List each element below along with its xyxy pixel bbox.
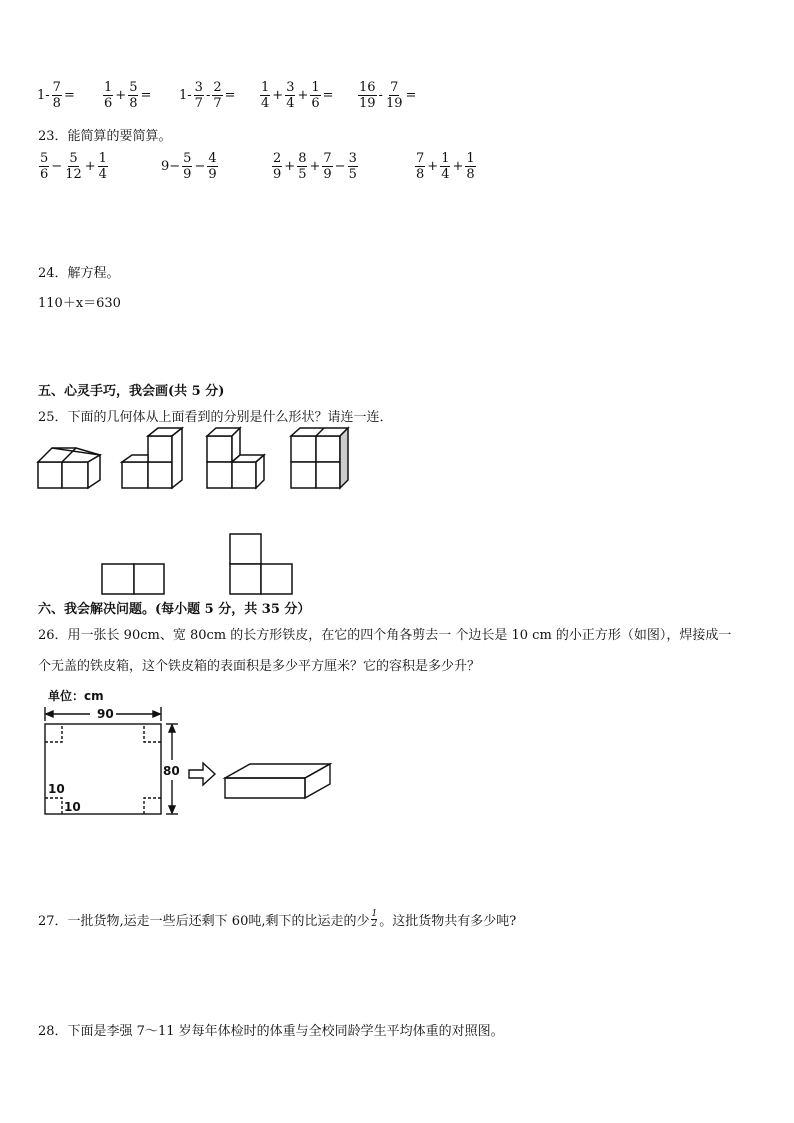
fraction-denominator: 6	[104, 96, 113, 111]
fraction-denominator: 2	[371, 919, 378, 929]
fraction-denominator: 4	[261, 96, 270, 111]
fraction-numerator: 7	[416, 151, 425, 166]
fraction-numerator: 7	[52, 80, 61, 95]
fraction-numerator: 5	[40, 151, 49, 166]
fraction-numerator: 1	[371, 909, 378, 919]
operator: 9−	[161, 159, 181, 174]
fraction-numerator: 1	[441, 151, 450, 166]
fraction-numerator: 3	[348, 151, 357, 166]
fraction-numerator: 5	[129, 80, 138, 95]
fraction-denominator: 4	[98, 167, 107, 182]
corner-size-b: 10	[64, 800, 81, 814]
fraction-denominator: 7	[213, 96, 222, 111]
fraction-numerator: 1	[466, 151, 475, 166]
fraction-numerator: 2	[273, 151, 282, 166]
fraction-numerator: 3	[286, 80, 295, 95]
fraction-numerator: 16	[359, 80, 376, 95]
fraction-denominator: 4	[286, 96, 295, 111]
fraction-denominator: 19	[385, 96, 403, 111]
fraction-numerator: 1	[311, 80, 320, 95]
fraction-denominator: 5	[298, 167, 307, 182]
fraction-numerator: 3	[194, 80, 203, 95]
question-25-label: 25．下面的几何体从上面看到的分别是什么形状？请连一连．	[38, 410, 393, 425]
fraction-numerator: 5	[69, 151, 78, 166]
operator: −	[194, 159, 206, 174]
operator: −	[334, 159, 346, 174]
operator: -	[378, 88, 383, 103]
fraction-numerator: 1	[98, 151, 107, 166]
operator: =	[140, 88, 152, 103]
operator: +	[284, 159, 296, 174]
fraction-denominator: 8	[416, 167, 425, 182]
question-24-equation: 110＋x＝630	[38, 296, 121, 311]
operator: −	[51, 159, 63, 174]
operator: =	[224, 88, 236, 103]
operator: -	[205, 88, 211, 103]
fraction-denominator: 5	[348, 167, 357, 182]
question-28-label: 28．下面是李强 7～11 岁每年体检时的体重与全校同龄学生平均体重的对照图。	[38, 1024, 504, 1039]
fraction-numerator: 1	[104, 80, 113, 95]
fraction-numerator: 7	[323, 151, 332, 166]
operator: 1-	[37, 88, 50, 103]
operator: +	[309, 159, 321, 174]
fraction-denominator: 9	[208, 167, 217, 182]
fraction-denominator: 9	[273, 167, 282, 182]
operator: +	[272, 88, 284, 103]
fraction-denominator: 8	[52, 96, 61, 111]
fraction-numerator: 4	[208, 151, 217, 166]
fraction-denominator: 4	[441, 167, 450, 182]
fraction-numerator: 8	[298, 151, 307, 166]
operator: 1-	[179, 88, 192, 103]
dimension-width: 80	[163, 764, 180, 778]
fraction-numerator: 7	[390, 80, 399, 95]
fraction-numerator: 5	[183, 151, 192, 166]
fraction-denominator: 9	[323, 167, 332, 182]
fraction-denominator: 7	[194, 96, 203, 111]
operator: +	[297, 88, 309, 103]
question-27-fraction	[371, 910, 377, 929]
question-24-label: 24．解方程。	[38, 266, 120, 281]
section-6-title: 六、我会解决问题。(每小题 5 分，共 35 分）	[38, 602, 311, 617]
fraction-denominator: 6	[40, 167, 49, 182]
dimension-length: 90	[97, 707, 114, 721]
fraction-denominator: 8	[466, 167, 475, 182]
fraction-denominator: 8	[129, 96, 138, 111]
fraction-denominator: 12	[65, 167, 82, 182]
operator: +	[84, 159, 96, 174]
section-5-title: 五、心灵手巧，我会画(共 5 分)	[38, 384, 225, 399]
question-26-line-2: 个无盖的铁皮箱，这个铁皮箱的表面积是多少平方厘米？它的容积是多少升？	[38, 659, 481, 674]
operator: =	[322, 88, 334, 103]
question-27-text-before: 27．一批货物,运走一些后还剩下 60吨,剩下的比运走的少	[38, 914, 370, 929]
fraction-denominator: 19	[359, 96, 376, 111]
fraction-numerator: 1	[261, 80, 270, 95]
operator: +	[427, 159, 439, 174]
fraction-numerator: 2	[213, 80, 222, 95]
question-27-text-after: 。这批货物共有多少吨?	[379, 914, 517, 929]
fraction-denominator: 6	[311, 96, 320, 111]
question-26-line-1: 26．用一张长 90cm、宽 80cm 的长方形铁皮，在它的四个角各剪去一 个边长是 10 cm 的小正方形（如图），焊接成一	[38, 628, 732, 643]
fraction-denominator: 9	[183, 167, 192, 182]
corner-size-a: 10	[48, 782, 65, 796]
operator: +	[115, 88, 127, 103]
question-23-label: 23．能简算的要简算。	[38, 129, 172, 144]
operator: =	[63, 88, 75, 103]
operator: +	[452, 159, 464, 174]
unit-label: 单位：cm	[48, 689, 104, 703]
operator: =	[405, 88, 417, 103]
question-27	[38, 910, 516, 929]
